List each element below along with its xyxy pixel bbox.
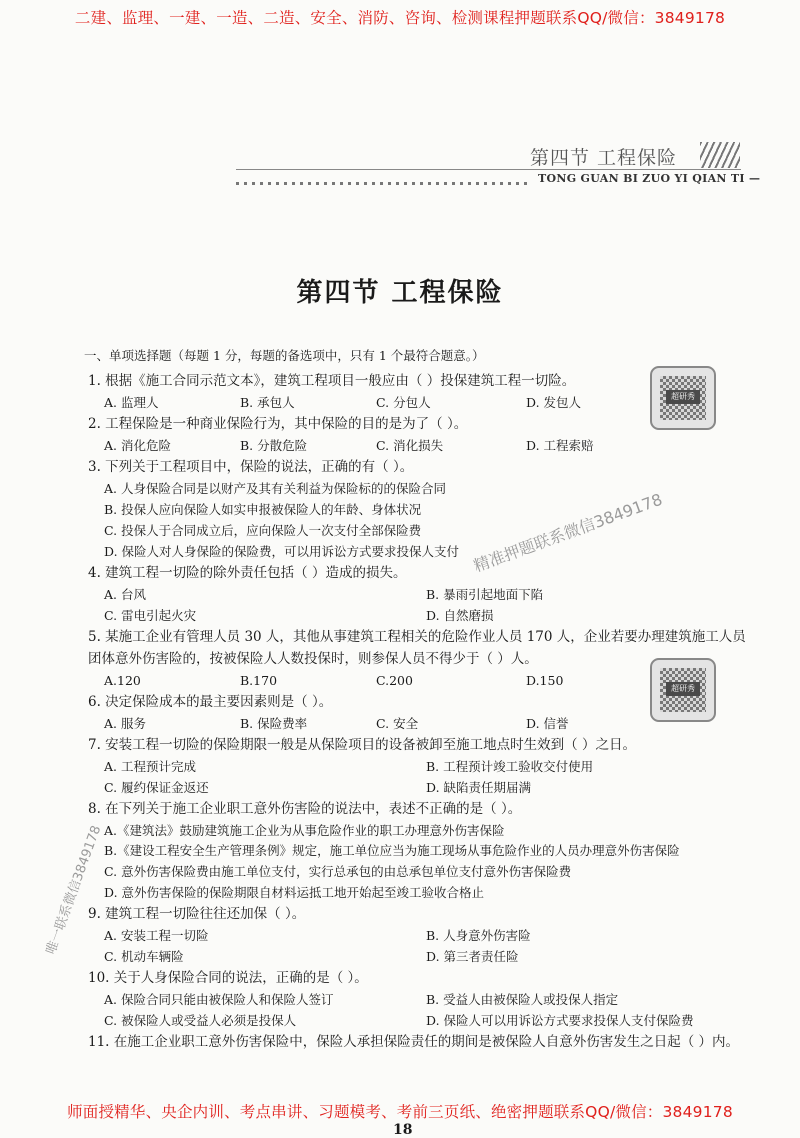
- header-dotted-rule: [236, 182, 531, 185]
- question: [88, 562, 748, 626]
- option: A. 服务: [104, 716, 146, 731]
- question-text: 6. 决定保险成本的最主要因素则是（ ）。: [88, 694, 333, 710]
- option: D. 保险人可以用诉讼方式要求投保人支付保险费: [426, 1013, 694, 1028]
- option: B. 投保人应向保险人如实申报被保险人的年龄、身体状况: [104, 502, 422, 517]
- option: C. 履约保证金返还: [104, 780, 209, 795]
- question-text: 1. 根据《施工合同示范文本》，建筑工程项目一般应由（ ）投保建筑工程一切险。: [88, 373, 576, 389]
- option: D. 保险人对人身保险的保险费，可以用诉讼方式要求投保人支付: [104, 544, 460, 559]
- option: C. 雷电引起火灾: [104, 608, 197, 623]
- header-section-label: 第四节 工程保险: [530, 147, 678, 169]
- option: C.200: [376, 673, 413, 688]
- header-hatch-decoration: [700, 142, 740, 168]
- option: A.120: [104, 673, 141, 688]
- option: D. 工程索赔: [526, 438, 594, 453]
- option: C. 投保人于合同成立后，应向保险人一次支付全部保险费: [104, 523, 422, 538]
- option: A. 工程预计完成: [104, 759, 196, 774]
- question: [88, 370, 748, 413]
- page-number: 18: [393, 1122, 413, 1138]
- question-text: 8. 在下列关于施工企业职工意外伤害险的说法中，表述不正确的是（ ）。: [88, 801, 522, 817]
- watermark: 精准押题联系微信3849178: [471, 489, 665, 576]
- header-rule: [236, 169, 741, 170]
- question-text: 10. 关于人身保险合同的说法，正确的是（ ）。: [88, 970, 368, 986]
- qr-badge: 超研秀: [666, 390, 700, 404]
- question: [88, 798, 748, 903]
- option: B. 人身意外伤害险: [426, 928, 531, 943]
- option: B. 受益人由被保险人或投保人指定: [426, 992, 619, 1007]
- question-text: 4. 建筑工程一切险的除外责任包括（ ）造成的损失。: [88, 565, 407, 581]
- option: D. 意外伤害保险的保险期限自材料运抵工地开始起至竣工验收合格止: [104, 885, 485, 900]
- option: D. 发包人: [526, 395, 582, 410]
- option: A. 人身保险合同是以财产及其有关利益为保险标的的保险合同: [104, 481, 446, 496]
- question: [88, 691, 748, 734]
- option: B. 工程预计竣工验收交付使用: [426, 759, 594, 774]
- option: B. 承包人: [240, 395, 295, 410]
- option: C. 意外伤害保险费由施工单位支付，实行总承包的由总承包单位支付意外伤害保险费: [104, 864, 572, 879]
- option: D. 自然磨损: [426, 608, 494, 623]
- page-title: 第四节 工程保险: [296, 278, 504, 308]
- qr-badge: 超研秀: [666, 682, 700, 696]
- option: C. 安全: [376, 716, 419, 731]
- question: [88, 626, 748, 691]
- option: C. 被保险人或受益人必须是投保人: [104, 1013, 297, 1028]
- option: D. 缺陷责任期届满: [426, 780, 532, 795]
- top-banner: 二建、监理、一建、一造、二造、安全、消防、咨询、检测课程押题联系QQ/微信：3849178: [74, 9, 726, 27]
- bottom-banner: 师面授精华、央企内训、考点串讲、习题模考、考前三页纸、绝密押题联系QQ/微信：3849178: [67, 1103, 733, 1121]
- option: B. 分散危险: [240, 438, 308, 453]
- option: C. 分包人: [376, 395, 431, 410]
- option: A. 安装工程一切险: [104, 928, 209, 943]
- option: A. 保险合同只能由被保险人和保险人签订: [104, 992, 334, 1007]
- question-text: 11. 在施工企业职工意外伤害保险中，保险人承担保险责任的期间是被保险人自意外伤害发生之日起（ ）内。: [88, 1034, 740, 1050]
- option: B.170: [240, 673, 278, 688]
- question-text: 3. 下列关于工程项目中，保险的说法，正确的有（ ）。: [88, 459, 414, 475]
- option: A. 台风: [104, 587, 146, 602]
- option: D. 信誉: [526, 716, 569, 731]
- question-list: [84, 342, 748, 1053]
- option: D. 第三者责任险: [426, 949, 519, 964]
- option: B.《建设工程安全生产管理条例》规定，施工单位应当为施工现场从事危险作业的人员办理意外伤害保险: [104, 843, 680, 858]
- question-text: 9. 建筑工程一切险往往还加保（ ）。: [88, 906, 306, 922]
- option: D.150: [526, 673, 564, 688]
- question-text: 5. 某施工企业有管理人员 30 人，其他从事建筑工程相关的危险作业人员 170 人，企业若要办理建筑施工人员团体意外伤害险的，按被保险人人数投保时，则参保人员不得少于（ ）人。: [88, 629, 746, 667]
- question-text: 7. 安装工程一切险的保险期限一般是从保险项目的设备被卸至施工地点时生效到（ ）之日。: [88, 737, 636, 753]
- option: A. 消化危险: [104, 438, 171, 453]
- question: [88, 967, 748, 1031]
- option: A.《建筑法》鼓励建筑施工企业为从事危险作业的职工办理意外伤害保险: [104, 823, 505, 838]
- question: [88, 734, 748, 798]
- option: B. 暴雨引起地面下陷: [426, 587, 544, 602]
- question-text: 2. 工程保险是一种商业保险行为，其中保险的目的是为了（ ）。: [88, 416, 468, 432]
- section-heading: 一、单项选择题（每题 1 分，每题的备选项中，只有 1 个最符合题意。）: [84, 348, 485, 363]
- option: B. 保险费率: [240, 716, 308, 731]
- header-pinyin: TONG GUAN BI ZUO YI QIAN TI —: [538, 172, 761, 185]
- option: C. 机动车辆险: [104, 949, 184, 964]
- watermark: 唯一联系微信3849178: [43, 823, 105, 957]
- option: C. 消化损失: [376, 438, 444, 453]
- question: [88, 903, 748, 967]
- question: [88, 1031, 748, 1053]
- option: A. 监理人: [104, 395, 159, 410]
- question: [88, 413, 748, 456]
